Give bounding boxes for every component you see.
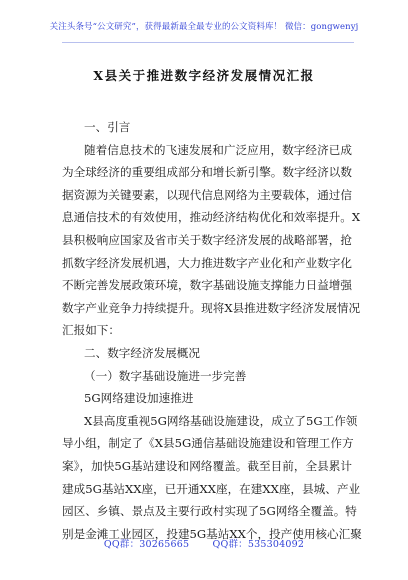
paragraph-line: 数字产业竞争力持续提升。现将X县推进数字经济发展情况 [62,300,361,315]
header-divider [62,42,354,43]
paragraph-line: 导小组，制定了《X县5G通信基础设施建设和管理工作方 [62,436,354,451]
paragraph-line: 不断完善发展政策环境，数字基础设施支撑能力日益增强 [62,278,352,293]
paragraph-line: 为全球经济的重要组成部分和增长新引擎。数字经济以数 [62,165,352,180]
paragraph-line: 案》，加快5G基站建设和网络覆盖。截至目前，全县累计 [62,458,352,473]
header-promo-text: 关注头条号“公文研究”，获得最新最全最专业的公文资料库！ 微信：gongwenyj [49,22,359,32]
document-title: X县关于推进数字经济发展情况汇报 [93,68,315,83]
document-body [62,116,362,545]
section-heading-intro: 一、引言 [84,120,131,134]
paragraph-line: 息通信技术的有效使用，推动经济结构优化和效率提升。X [62,210,361,225]
paragraph-line: 园区、乡镇、景点及主要行政村实现了5G网络全覆盖。特 [62,504,357,519]
section-heading-overview: 二、数字经济发展概况 [84,345,200,360]
paragraph-line: X县高度重视5G网络基础设施建设，成立了5G工作领 [84,413,358,428]
footer-qq-group-1: QQ群：30265665 [103,539,190,550]
paragraph-line: 建成5G基站XX座，已开通XX座，在建XX座，县城、产业 [62,481,361,496]
paragraph-line: 随着信息技术的飞速发展和广泛应用，数字经济已成 [84,142,352,157]
footer-qq-group-2: QQ群：535304092 [212,539,305,550]
paragraph-line: 县积极响应国家及省市关于数字经济发展的战略部署，抢 [62,232,352,247]
footer-contact [0,536,408,550]
sub-subsection-heading: 5G网络建设加速推进 [84,391,194,406]
paragraph-line: 抓数字经济发展机遇，大力推进数字产业化和产业数字化 [62,255,352,270]
subsection-heading: （一）数字基础设施进一步完善 [84,368,247,383]
paragraph-line: 据资源为关键要素，以现代信息网络为主要载体，通过信 [62,187,352,202]
paragraph-line: 别是金滩工业园区，投建5G基站XX个，投产使用核心汇聚 [62,526,362,541]
paragraph-line: 汇报如下： [62,323,120,338]
